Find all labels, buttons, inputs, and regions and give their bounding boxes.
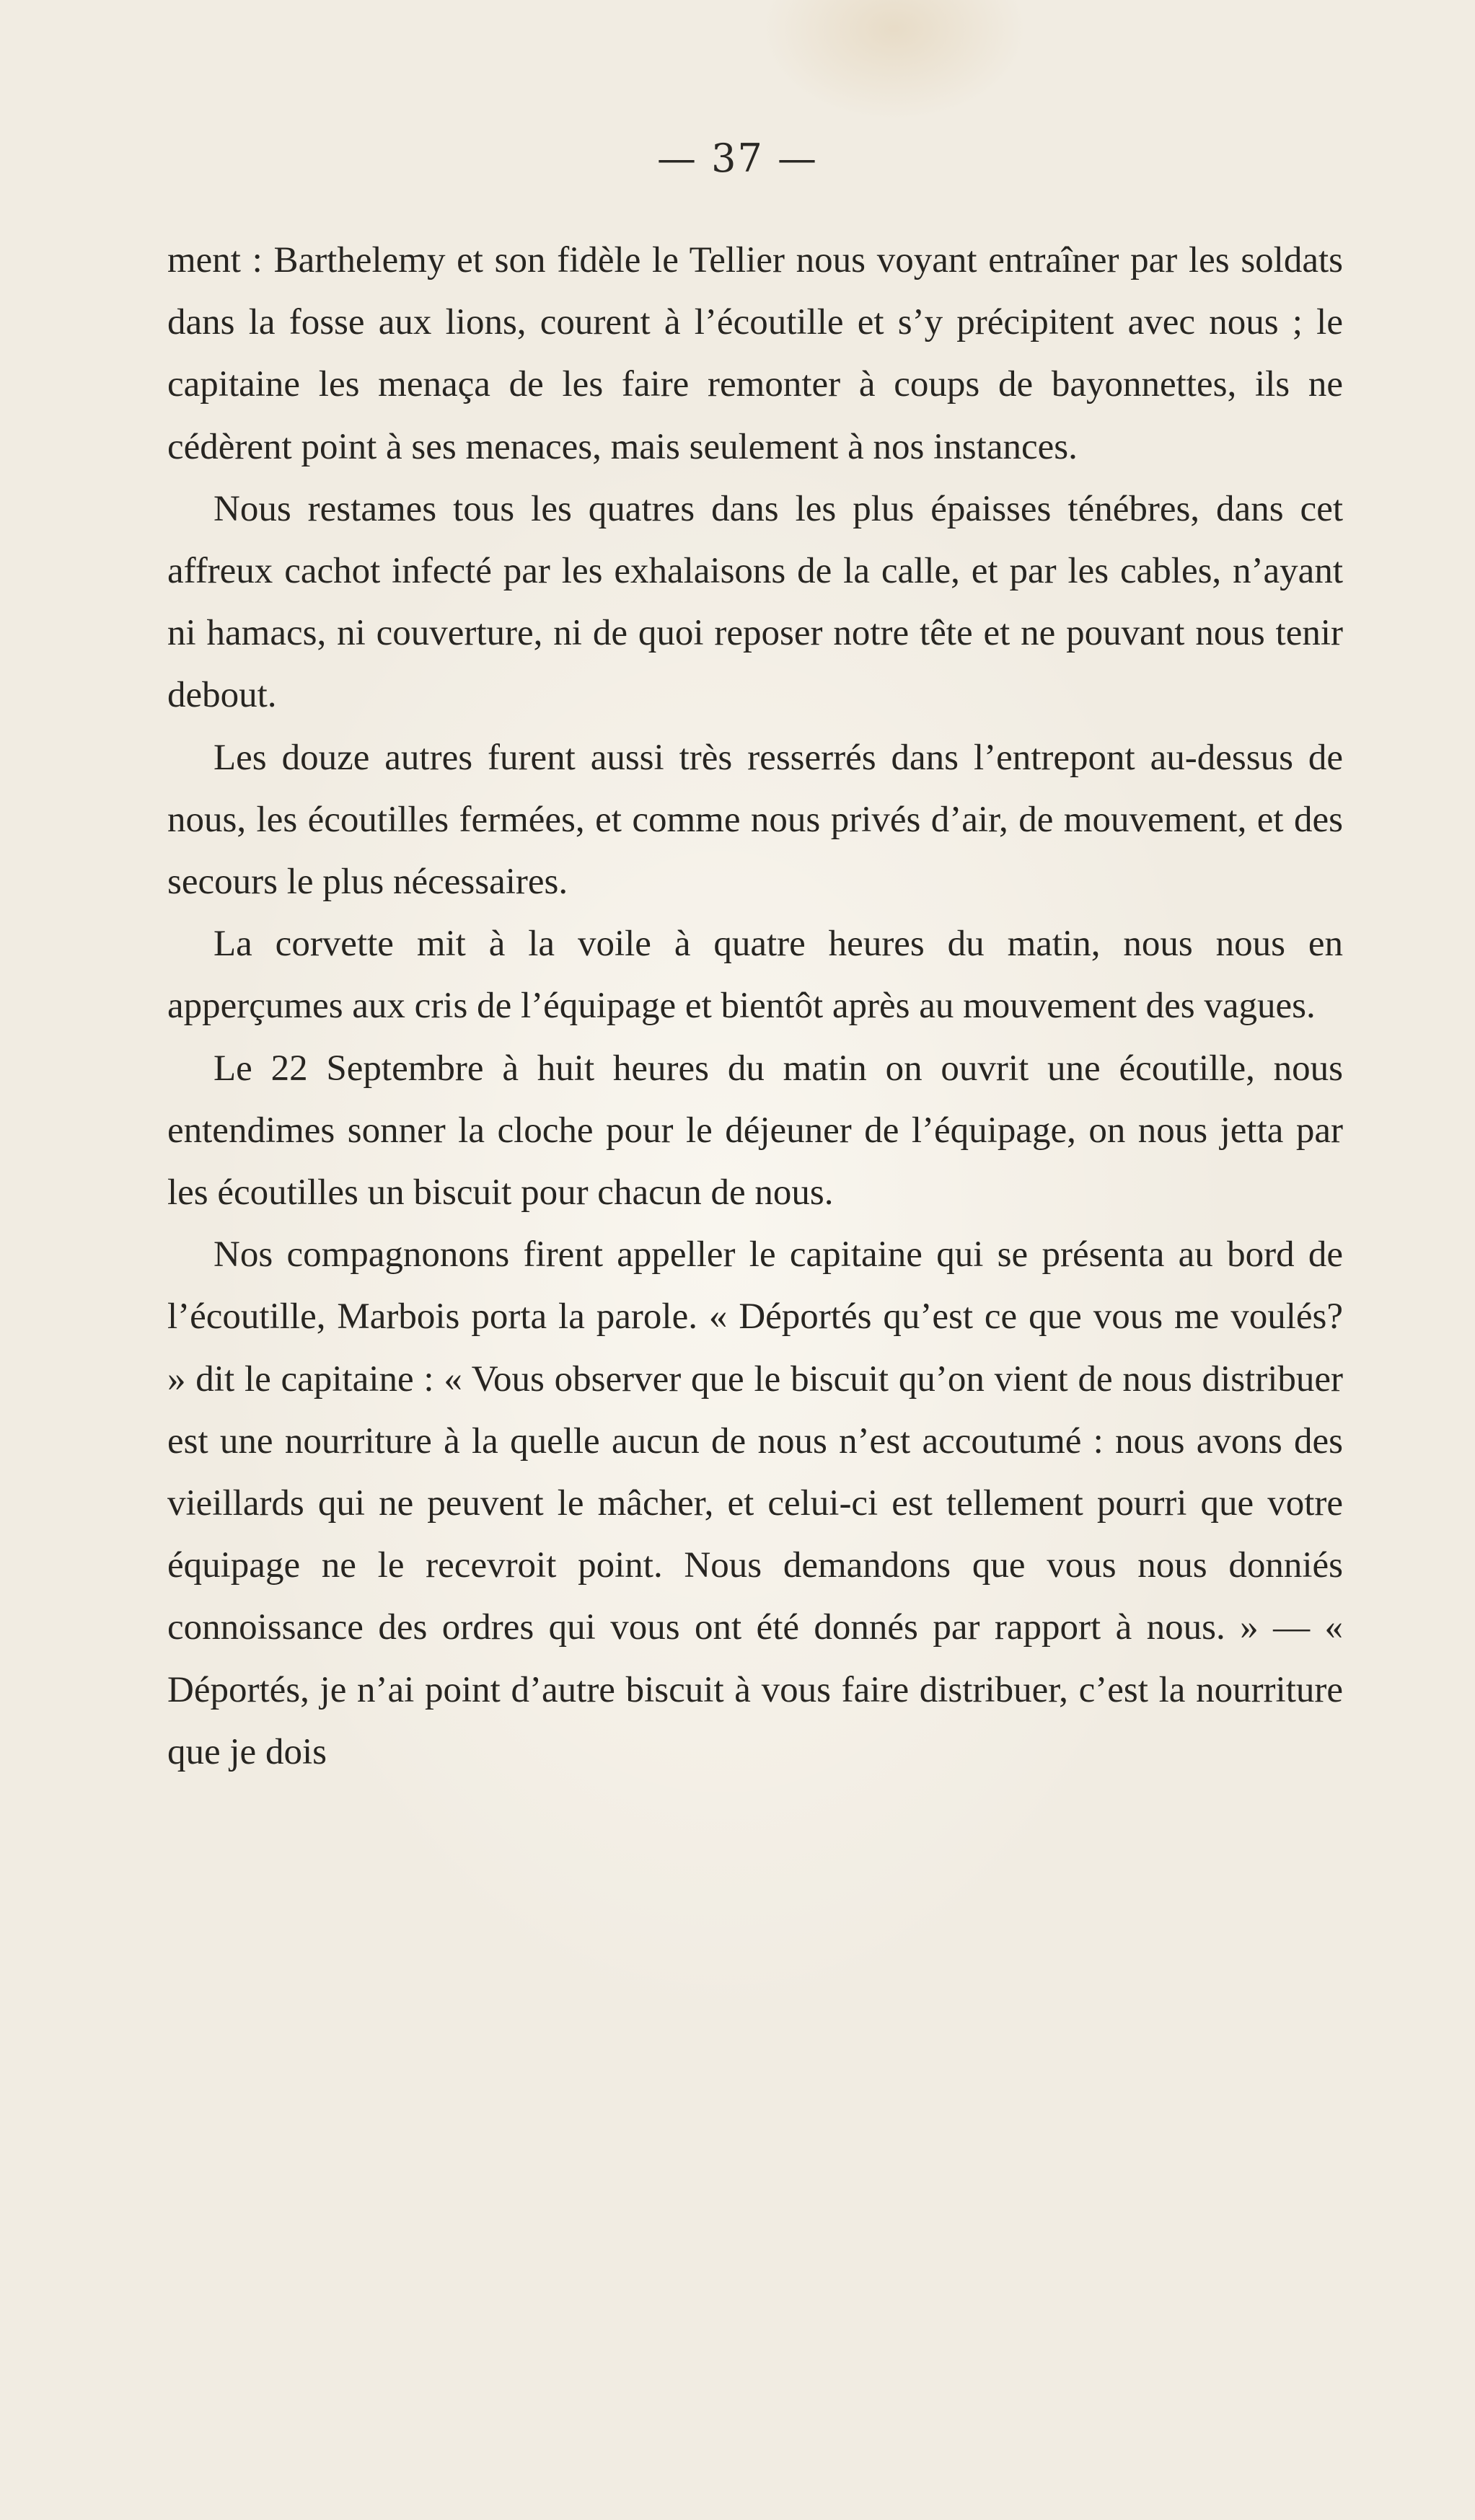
paragraph-continuation: ment : Barthelemy et son fidèle le Tellier nous voyant entraîner par les soldats dans la fosse aux lions, courent à l’écoutille et s’y précipitent avec nous ; le capitaine les menaça de les faire remonter à coups de bayonnettes, ils ne cédèrent point à ses menaces, mais seulement à nos instances. bbox=[167, 240, 1343, 467]
page-number: — 37 — bbox=[656, 136, 819, 181]
body-text bbox=[167, 229, 1343, 1783]
paragraph: Les douze autres furent aussi très resserrés dans l’entrepont au-dessus de nous, les écoutilles fermées, et comme nous privés d’air, de mouvement, et des secours le plus nécessaires. bbox=[167, 737, 1343, 903]
paragraph: Le 22 Septembre à huit heures du matin on ouvrit une écoutille, nous entendimes sonner la cloche pour le déjeuner de l’équipage, on nous jetta par les écoutilles un biscuit pour chacun de nous. bbox=[167, 1048, 1343, 1213]
paragraph: Nous restames tous les quatres dans les plus épaisses ténébres, dans cet affreux cachot infecté par les exhalaisons de la calle, et par les cables, n’ayant ni hamacs, ni couverture, ni de quoi reposer notre tête et ne pouvant nous tenir debout. bbox=[167, 488, 1343, 716]
paragraph: Nos compagnonons firent appeller le capitaine qui se présenta au bord de l’écoutille, Marbois porta la parole. « Déportés qu’est ce que vous me voulés? » dit le capitaine : « Vous observer que le biscuit qu’on vient de nous distribuer est une nourriture à la quelle aucun de nous n’est accoutumé : nous avons des vieillards qui ne peuvent le mâcher, et celui-ci est tellement pourri que votre équipage ne le recevroit point. Nous demandons que vous nous donniés connoissance des ordres qui vous ont été donnés par rapport à nous. » — « Déportés, je n’ai point d’autre biscuit à vous faire distribuer, c’est la nourriture que je dois bbox=[167, 1234, 1343, 1772]
paragraph: La corvette mit à la voile à quatre heures du matin, nous nous en apperçumes aux cris de l’équipage et bientôt après au mouvement des vagues. bbox=[167, 924, 1343, 1027]
